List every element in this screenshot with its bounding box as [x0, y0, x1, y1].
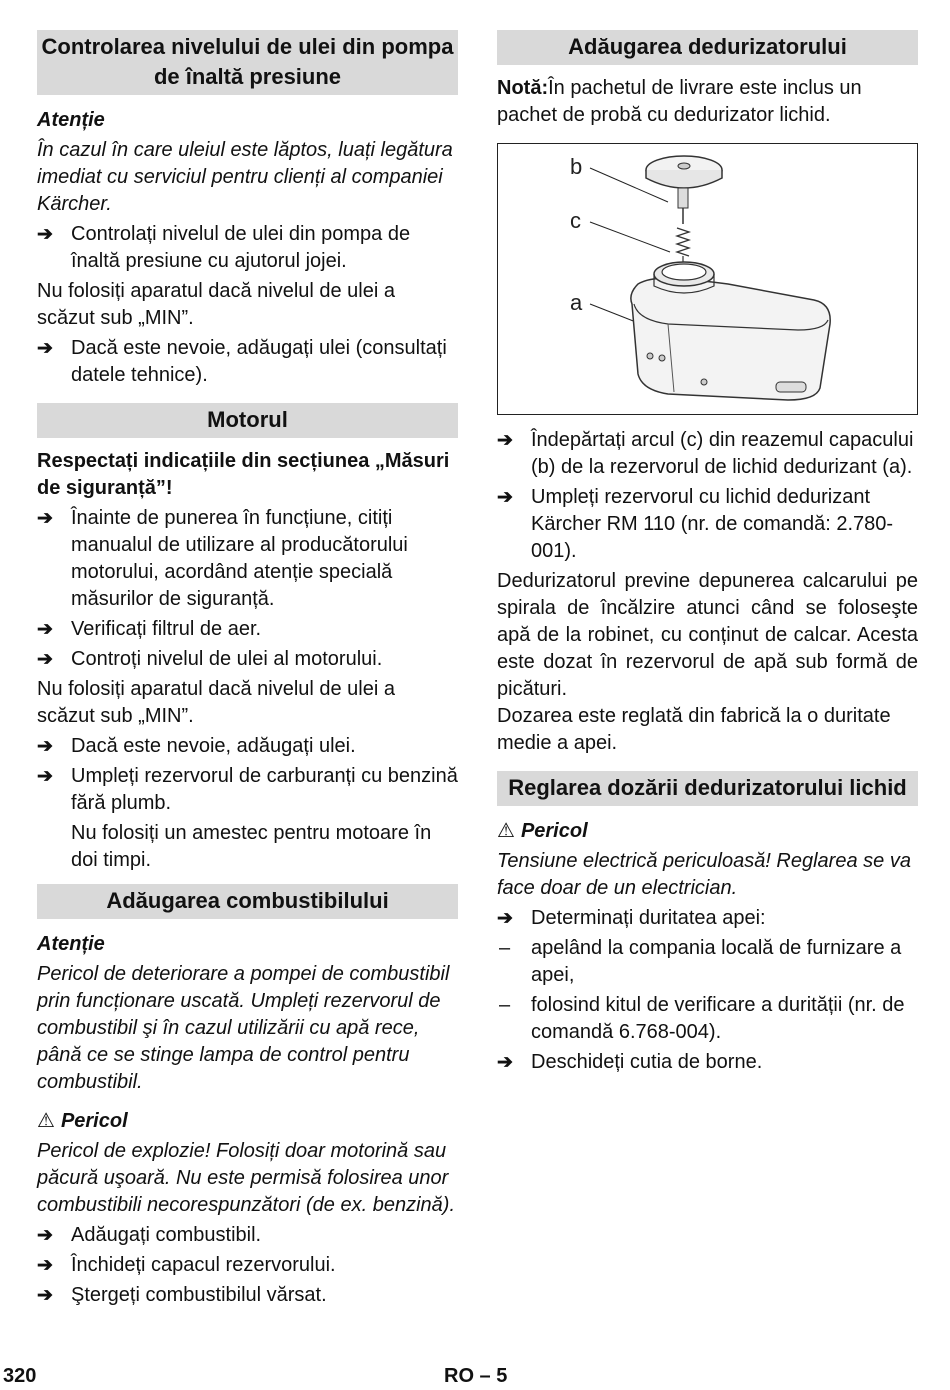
caution-label: Atenție — [37, 933, 105, 955]
cap-b — [646, 156, 722, 224]
spring-c — [677, 228, 689, 256]
danger-label-row — [497, 818, 918, 845]
list-item — [37, 1282, 458, 1309]
heading-oil-pump: Controlarea nivelului de ulei din pompa de înaltă presiune — [37, 30, 458, 95]
paragraph: Dedurizatorul previne depunerea calcarului pe spirala de încălzire atunci când se foloseşte apă de la robinet, cu conținut de calcar. Acesta este dozat în rezervorul de apă sub formă de picături. — [497, 570, 918, 700]
list-item — [37, 646, 458, 673]
step-text: Ştergeți combustibilul vărsat. — [71, 1284, 327, 1306]
arrow-icon: ➔ — [37, 1255, 53, 1276]
dash-text: apelând la compania locală de furnizare a apei, — [531, 937, 902, 986]
tank-a — [631, 262, 830, 400]
list-item — [497, 905, 918, 932]
step-text: Închideți capacul rezervorului. — [71, 1254, 336, 1276]
arrow-icon: ➔ — [37, 338, 53, 359]
heading-engine: Motorul — [37, 403, 458, 438]
page-number: 320 — [3, 1365, 37, 1387]
list-item — [37, 505, 458, 613]
danger-label-row — [37, 1108, 458, 1135]
list-item — [37, 221, 458, 275]
dash-text: folosind kitul de verificare a durității (nr. de comandă 6.768-004). — [531, 994, 905, 1043]
right-column — [497, 30, 918, 1076]
list-item — [37, 763, 458, 817]
step-note: Nu folosiți un amestec pentru motoare în doi timpi. — [71, 822, 432, 871]
arrow-icon: ➔ — [497, 487, 513, 508]
dash-bullet: – — [499, 994, 511, 1016]
paragraph: Dozarea este reglată din fabrică la o duritate medie a apei. — [497, 705, 891, 754]
list-item — [497, 935, 918, 989]
dash-bullet: – — [499, 937, 511, 959]
step-text: Dacă este nevoie, adăugați ulei. — [71, 735, 356, 757]
arrow-icon: ➔ — [37, 224, 53, 245]
list-item — [497, 992, 918, 1046]
note-text: În pachetul de livrare este inclus un pachet de probă cu dedurizator lichid. — [497, 77, 862, 126]
step-text: Deschideți cutia de borne. — [531, 1051, 763, 1073]
danger-label: Pericol — [60, 1110, 128, 1132]
leader-c — [590, 222, 670, 252]
step-text: Controți nivelul de ulei al motorului. — [71, 648, 383, 670]
caution-text: Pericol de deteriorare a pompei de combustibil prin funcționare uscată. Umpleți rezervorul de combustibil şi în cazul utilizării cu apă rece, până ce se stinge lampa de control pentru combustibil. — [37, 963, 450, 1093]
note — [497, 75, 918, 129]
softener-tank-drawing — [498, 144, 916, 414]
arrow-icon: ➔ — [37, 736, 53, 757]
arrow-icon: ➔ — [37, 1225, 53, 1246]
danger-text: Pericol de explozie! Folosiți doar motorină sau păcură uşoară. Nu este permisă folosirea unor combustibili necorespunzători (de ex. benzină). — [37, 1140, 455, 1216]
label-a: a — [570, 290, 583, 315]
softener-tank-figure — [497, 143, 918, 415]
section-page: RO – 5 — [444, 1365, 508, 1387]
safety-note: Respectați indicațiile din secțiunea „Măsuri de siguranță”! — [37, 450, 450, 499]
caution-label: Atenție — [37, 109, 105, 131]
heading-dosage: Reglarea dozării dedurizatorului lichid — [497, 771, 918, 806]
arrow-icon: ➔ — [497, 1052, 513, 1073]
danger-text: Tensiune electrică periculoasă! Reglarea se va face doar de un electrician. — [497, 850, 911, 899]
list-item — [37, 1252, 458, 1279]
danger-label: Pericol — [520, 820, 588, 842]
step-text: Umpleți rezervorul de carburanți cu benzină fără plumb. — [71, 765, 458, 814]
list-item — [37, 1222, 458, 1249]
step-text: Îndepărtați arcul (c) din reazemul capacului (b) de la rezervorul de lichid dedurizant (a). — [531, 429, 914, 478]
arrow-icon: ➔ — [37, 1285, 53, 1306]
paragraph: Nu folosiți aparatul dacă nivelul de ulei a scăzut sub „MIN”. — [37, 678, 395, 727]
heading-softener: Adăugarea dedurizatorului — [497, 30, 918, 65]
list-item — [497, 484, 918, 565]
step-text: Controlați nivelul de ulei din pompa de înaltă presiune cu ajutorul jojei. — [71, 223, 411, 272]
arrow-icon: ➔ — [37, 619, 53, 640]
list-item — [497, 1049, 918, 1076]
paragraph: Nu folosiți aparatul dacă nivelul de ulei a scăzut sub „MIN”. — [37, 280, 395, 329]
label-b: b — [570, 154, 583, 179]
note-label: Notă: — [497, 77, 549, 99]
list-item — [497, 427, 918, 481]
arrow-icon: ➔ — [37, 508, 53, 529]
step-text: Dacă este nevoie, adăugați ulei (consultați datele tehnice). — [71, 337, 447, 386]
step-text: Înainte de punerea în funcțiune, citiți manualul de utilizare al producătorului motorului, acordând atenție specială măsurilor de siguranță. — [71, 507, 408, 610]
list-item — [37, 616, 458, 643]
step-text: Adăugați combustibil. — [71, 1224, 262, 1246]
caution-text: În cazul în care uleiul este lăptos, luați legătura imediat cu serviciul pentru clienți al companiei Kärcher. — [37, 139, 453, 215]
step-text: Umpleți rezervorul cu lichid dedurizant Kärcher RM 110 (nr. de comandă: 2.780-001). — [531, 486, 894, 562]
arrow-icon: ➔ — [497, 430, 513, 451]
list-item — [37, 733, 458, 760]
label-c: c — [570, 208, 581, 233]
heading-fuel: Adăugarea combustibilului — [37, 884, 458, 919]
step-text: Verificați filtrul de aer. — [71, 618, 262, 640]
warning-triangle-icon: ⚠ — [497, 820, 515, 842]
step-text: Determinați duritatea apei: — [531, 907, 766, 929]
warning-triangle-icon: ⚠ — [37, 1110, 55, 1132]
left-column — [37, 30, 458, 1309]
arrow-icon: ➔ — [37, 649, 53, 670]
arrow-icon: ➔ — [497, 908, 513, 929]
list-item — [37, 335, 458, 389]
arrow-icon: ➔ — [37, 766, 53, 787]
